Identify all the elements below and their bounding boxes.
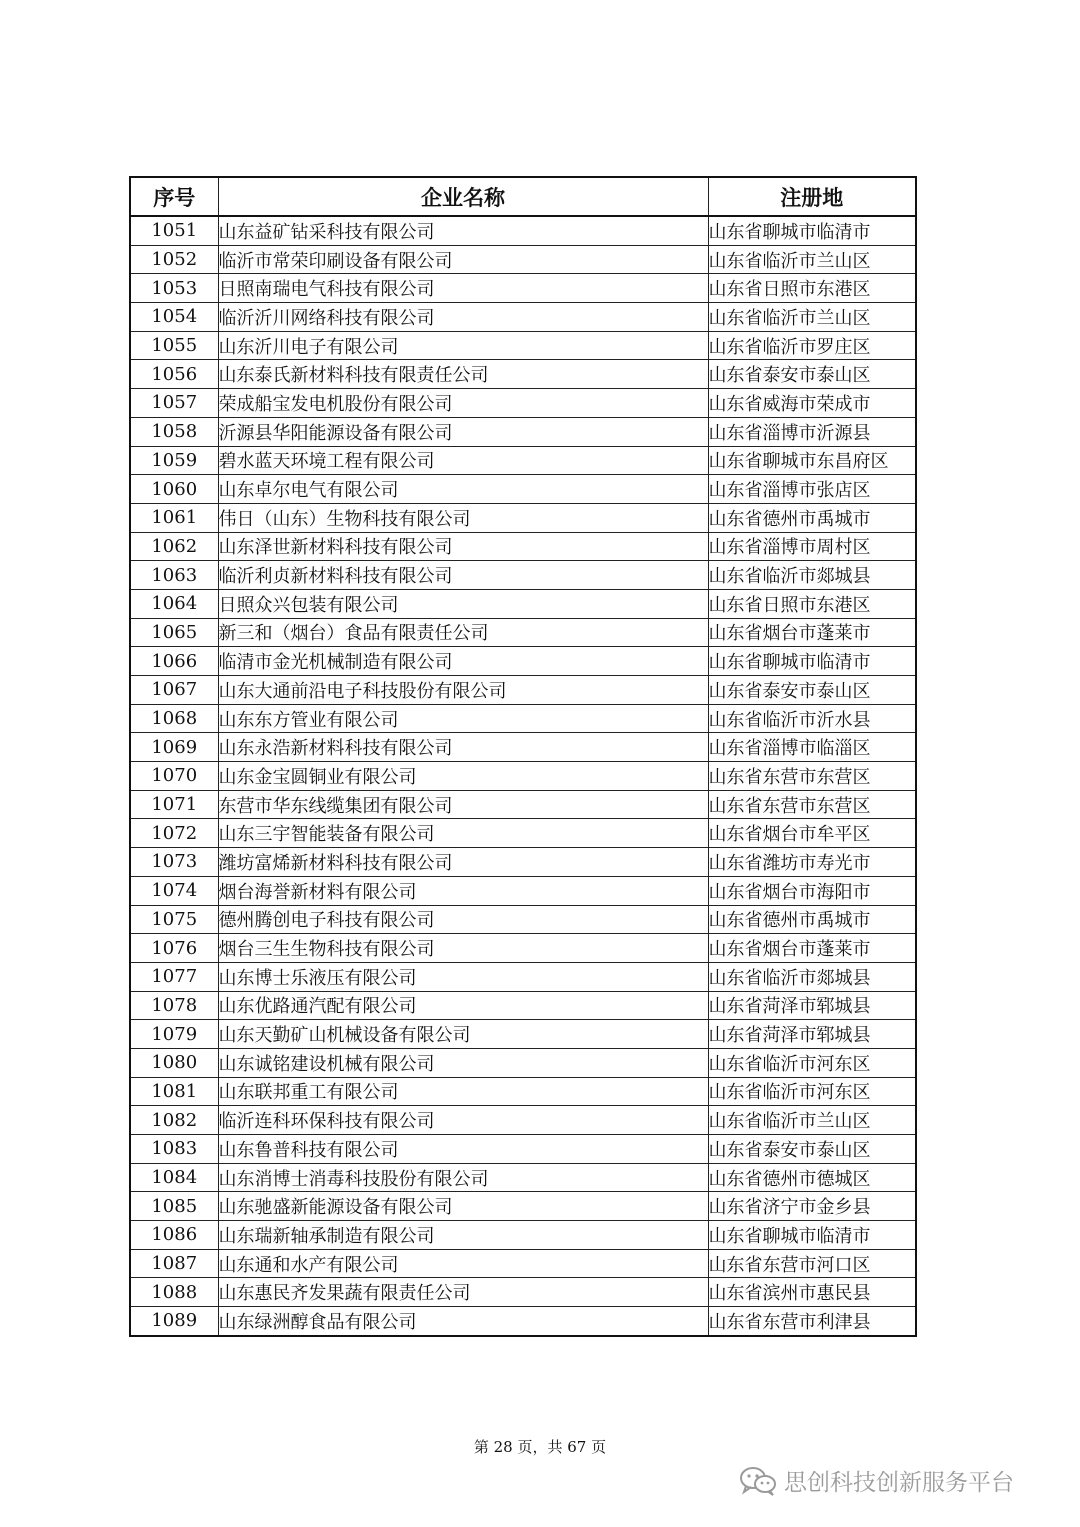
cell-registered-place: 山东省菏泽市郓城县 — [708, 991, 916, 1020]
cell-no: 1081 — [130, 1077, 218, 1106]
cell-no: 1067 — [130, 676, 218, 705]
cell-registered-place: 山东省潍坊市寿光市 — [708, 848, 916, 877]
cell-registered-place: 山东省威海市荣成市 — [708, 389, 916, 418]
cell-registered-place: 山东省烟台市蓬莱市 — [708, 934, 916, 963]
table-row — [130, 274, 916, 303]
table-row — [130, 1163, 916, 1192]
cell-no: 1087 — [130, 1249, 218, 1278]
cell-no: 1083 — [130, 1135, 218, 1164]
table-row — [130, 561, 916, 590]
table-body — [130, 216, 916, 1336]
cell-registered-place: 山东省泰安市泰山区 — [708, 1135, 916, 1164]
cell-company-name: 山东驰盛新能源设备有限公司 — [218, 1192, 708, 1221]
cell-company-name: 山东惠民齐发果蔬有限责任公司 — [218, 1278, 708, 1307]
cell-no: 1059 — [130, 446, 218, 475]
cell-no: 1063 — [130, 561, 218, 590]
cell-company-name: 烟台三生生物科技有限公司 — [218, 934, 708, 963]
cell-company-name: 潍坊富烯新材料科技有限公司 — [218, 848, 708, 877]
cell-registered-place: 山东省泰安市泰山区 — [708, 360, 916, 389]
cell-registered-place: 山东省淄博市周村区 — [708, 532, 916, 561]
cell-company-name: 日照南瑞电气科技有限公司 — [218, 274, 708, 303]
cell-company-name: 临沂市常荣印刷设备有限公司 — [218, 245, 708, 274]
cell-company-name: 山东泰氏新材料科技有限责任公司 — [218, 360, 708, 389]
table-row — [130, 676, 916, 705]
cell-registered-place: 山东省临沂市兰山区 — [708, 303, 916, 332]
cell-company-name: 山东沂川电子有限公司 — [218, 331, 708, 360]
cell-no: 1068 — [130, 704, 218, 733]
cell-registered-place: 山东省东营市利津县 — [708, 1307, 916, 1336]
page-number: 第 28 页，共 67 页 — [473, 1438, 607, 1456]
cell-no: 1085 — [130, 1192, 218, 1221]
cell-company-name: 东营市华东线缆集团有限公司 — [218, 790, 708, 819]
cell-registered-place: 山东省临沂市兰山区 — [708, 245, 916, 274]
cell-registered-place: 山东省烟台市牟平区 — [708, 819, 916, 848]
cell-registered-place: 山东省临沂市郯城县 — [708, 561, 916, 590]
table-row — [130, 1192, 916, 1221]
wechat-icon — [738, 1465, 778, 1497]
cell-no: 1073 — [130, 848, 218, 877]
table-row — [130, 1278, 916, 1307]
cell-company-name: 临沂利贞新材料科技有限公司 — [218, 561, 708, 590]
table-row — [130, 1077, 916, 1106]
cell-company-name: 山东卓尔电气有限公司 — [218, 475, 708, 504]
cell-company-name: 山东泽世新材料科技有限公司 — [218, 532, 708, 561]
table-row — [130, 303, 916, 332]
cell-company-name: 山东消博士消毒科技股份有限公司 — [218, 1163, 708, 1192]
header-company-name: 企业名称 — [218, 177, 708, 216]
cell-no: 1053 — [130, 274, 218, 303]
cell-no: 1057 — [130, 389, 218, 418]
table-row — [130, 1020, 916, 1049]
cell-no: 1075 — [130, 905, 218, 934]
header-no: 序号 — [130, 177, 218, 216]
cell-company-name: 山东东方管业有限公司 — [218, 704, 708, 733]
cell-no: 1088 — [130, 1278, 218, 1307]
cell-registered-place: 山东省烟台市蓬莱市 — [708, 618, 916, 647]
cell-no: 1082 — [130, 1106, 218, 1135]
cell-no: 1070 — [130, 762, 218, 791]
cell-company-name: 日照众兴包装有限公司 — [218, 589, 708, 618]
cell-company-name: 新三和（烟台）食品有限责任公司 — [218, 618, 708, 647]
table-row — [130, 532, 916, 561]
cell-no: 1064 — [130, 589, 218, 618]
cell-no: 1084 — [130, 1163, 218, 1192]
cell-no: 1078 — [130, 991, 218, 1020]
cell-registered-place: 山东省淄博市沂源县 — [708, 417, 916, 446]
cell-no: 1058 — [130, 417, 218, 446]
cell-no: 1055 — [130, 331, 218, 360]
cell-no: 1052 — [130, 245, 218, 274]
cell-registered-place: 山东省东营市东营区 — [708, 790, 916, 819]
cell-company-name: 德州腾创电子科技有限公司 — [218, 905, 708, 934]
table-row — [130, 331, 916, 360]
table-row — [130, 389, 916, 418]
header-registered-place: 注册地 — [708, 177, 916, 216]
cell-no: 1072 — [130, 819, 218, 848]
table-row — [130, 618, 916, 647]
cell-no: 1080 — [130, 1048, 218, 1077]
table-row — [130, 790, 916, 819]
cell-no: 1056 — [130, 360, 218, 389]
cell-company-name: 临清市金光机械制造有限公司 — [218, 647, 708, 676]
cell-registered-place: 山东省临沂市沂水县 — [708, 704, 916, 733]
table-row — [130, 216, 916, 245]
cell-no: 1065 — [130, 618, 218, 647]
table-row — [130, 704, 916, 733]
table-row — [130, 1048, 916, 1077]
cell-registered-place: 山东省临沂市郯城县 — [708, 962, 916, 991]
table-row — [130, 1106, 916, 1135]
cell-company-name: 临沂沂川网络科技有限公司 — [218, 303, 708, 332]
cell-no: 1076 — [130, 934, 218, 963]
table-row — [130, 819, 916, 848]
table-row — [130, 962, 916, 991]
cell-no: 1061 — [130, 503, 218, 532]
cell-no: 1054 — [130, 303, 218, 332]
cell-company-name: 山东大通前沿电子科技股份有限公司 — [218, 676, 708, 705]
cell-company-name: 碧水蓝天环境工程有限公司 — [218, 446, 708, 475]
table-row — [130, 417, 916, 446]
cell-registered-place: 山东省临沂市河东区 — [708, 1077, 916, 1106]
cell-company-name: 山东天勤矿山机械设备有限公司 — [218, 1020, 708, 1049]
cell-registered-place: 山东省德州市禹城市 — [708, 905, 916, 934]
cell-registered-place: 山东省淄博市张店区 — [708, 475, 916, 504]
table-row — [130, 360, 916, 389]
cell-registered-place: 山东省淄博市临淄区 — [708, 733, 916, 762]
cell-no: 1071 — [130, 790, 218, 819]
cell-company-name: 山东瑞新轴承制造有限公司 — [218, 1221, 708, 1250]
cell-registered-place: 山东省东营市河口区 — [708, 1249, 916, 1278]
cell-registered-place: 山东省东营市东营区 — [708, 762, 916, 791]
table-header-row — [130, 177, 916, 216]
cell-no: 1074 — [130, 876, 218, 905]
table-row — [130, 733, 916, 762]
cell-company-name: 山东博士乐液压有限公司 — [218, 962, 708, 991]
table-row — [130, 503, 916, 532]
cell-no: 1066 — [130, 647, 218, 676]
table-row — [130, 848, 916, 877]
table-row — [130, 475, 916, 504]
cell-company-name: 山东三宇智能装备有限公司 — [218, 819, 708, 848]
cell-registered-place: 山东省德州市德城区 — [708, 1163, 916, 1192]
cell-company-name: 山东鲁普科技有限公司 — [218, 1135, 708, 1164]
cell-no: 1077 — [130, 962, 218, 991]
table-row — [130, 905, 916, 934]
cell-company-name: 荣成船宝发电机股份有限公司 — [218, 389, 708, 418]
cell-registered-place: 山东省聊城市临清市 — [708, 1221, 916, 1250]
cell-registered-place: 山东省烟台市海阳市 — [708, 876, 916, 905]
cell-registered-place: 山东省日照市东港区 — [708, 589, 916, 618]
cell-company-name: 沂源县华阳能源设备有限公司 — [218, 417, 708, 446]
table-row — [130, 1221, 916, 1250]
cell-registered-place: 山东省日照市东港区 — [708, 274, 916, 303]
table-row — [130, 876, 916, 905]
cell-company-name: 山东永浩新材料科技有限公司 — [218, 733, 708, 762]
table-row — [130, 991, 916, 1020]
cell-company-name: 山东通和水产有限公司 — [218, 1249, 708, 1278]
table-row — [130, 589, 916, 618]
cell-company-name: 烟台海誉新材料有限公司 — [218, 876, 708, 905]
cell-company-name: 临沂连科环保科技有限公司 — [218, 1106, 708, 1135]
table-row — [130, 647, 916, 676]
cell-company-name: 山东联邦重工有限公司 — [218, 1077, 708, 1106]
cell-company-name: 山东绿洲醇食品有限公司 — [218, 1307, 708, 1336]
cell-registered-place: 山东省德州市禹城市 — [708, 503, 916, 532]
cell-registered-place: 山东省泰安市泰山区 — [708, 676, 916, 705]
watermark-text: 思创科技创新服务平台 — [784, 1470, 1014, 1496]
cell-company-name: 山东优路通汽配有限公司 — [218, 991, 708, 1020]
cell-registered-place: 山东省滨州市惠民县 — [708, 1278, 916, 1307]
cell-no: 1089 — [130, 1307, 218, 1336]
cell-registered-place: 山东省临沂市河东区 — [708, 1048, 916, 1077]
table-row — [130, 446, 916, 475]
cell-company-name: 山东益矿钻采科技有限公司 — [218, 216, 708, 245]
cell-no: 1079 — [130, 1020, 218, 1049]
cell-no: 1069 — [130, 733, 218, 762]
cell-registered-place: 山东省济宁市金乡县 — [708, 1192, 916, 1221]
watermark — [738, 1464, 1014, 1497]
cell-no: 1051 — [130, 216, 218, 245]
cell-registered-place: 山东省菏泽市郓城县 — [708, 1020, 916, 1049]
table-row — [130, 1135, 916, 1164]
table-row — [130, 245, 916, 274]
cell-registered-place: 山东省临沂市罗庄区 — [708, 331, 916, 360]
table-row — [130, 1249, 916, 1278]
company-table — [129, 176, 917, 1337]
cell-company-name: 山东诚铭建设机械有限公司 — [218, 1048, 708, 1077]
cell-no: 1060 — [130, 475, 218, 504]
cell-registered-place: 山东省聊城市临清市 — [708, 647, 916, 676]
cell-registered-place: 山东省聊城市临清市 — [708, 216, 916, 245]
cell-no: 1086 — [130, 1221, 218, 1250]
cell-no: 1062 — [130, 532, 218, 561]
table-row — [130, 762, 916, 791]
table-row — [130, 1307, 916, 1336]
table-row — [130, 934, 916, 963]
cell-registered-place: 山东省聊城市东昌府区 — [708, 446, 916, 475]
cell-company-name: 伟日（山东）生物科技有限公司 — [218, 503, 708, 532]
cell-company-name: 山东金宝圆铜业有限公司 — [218, 762, 708, 791]
cell-registered-place: 山东省临沂市兰山区 — [708, 1106, 916, 1135]
